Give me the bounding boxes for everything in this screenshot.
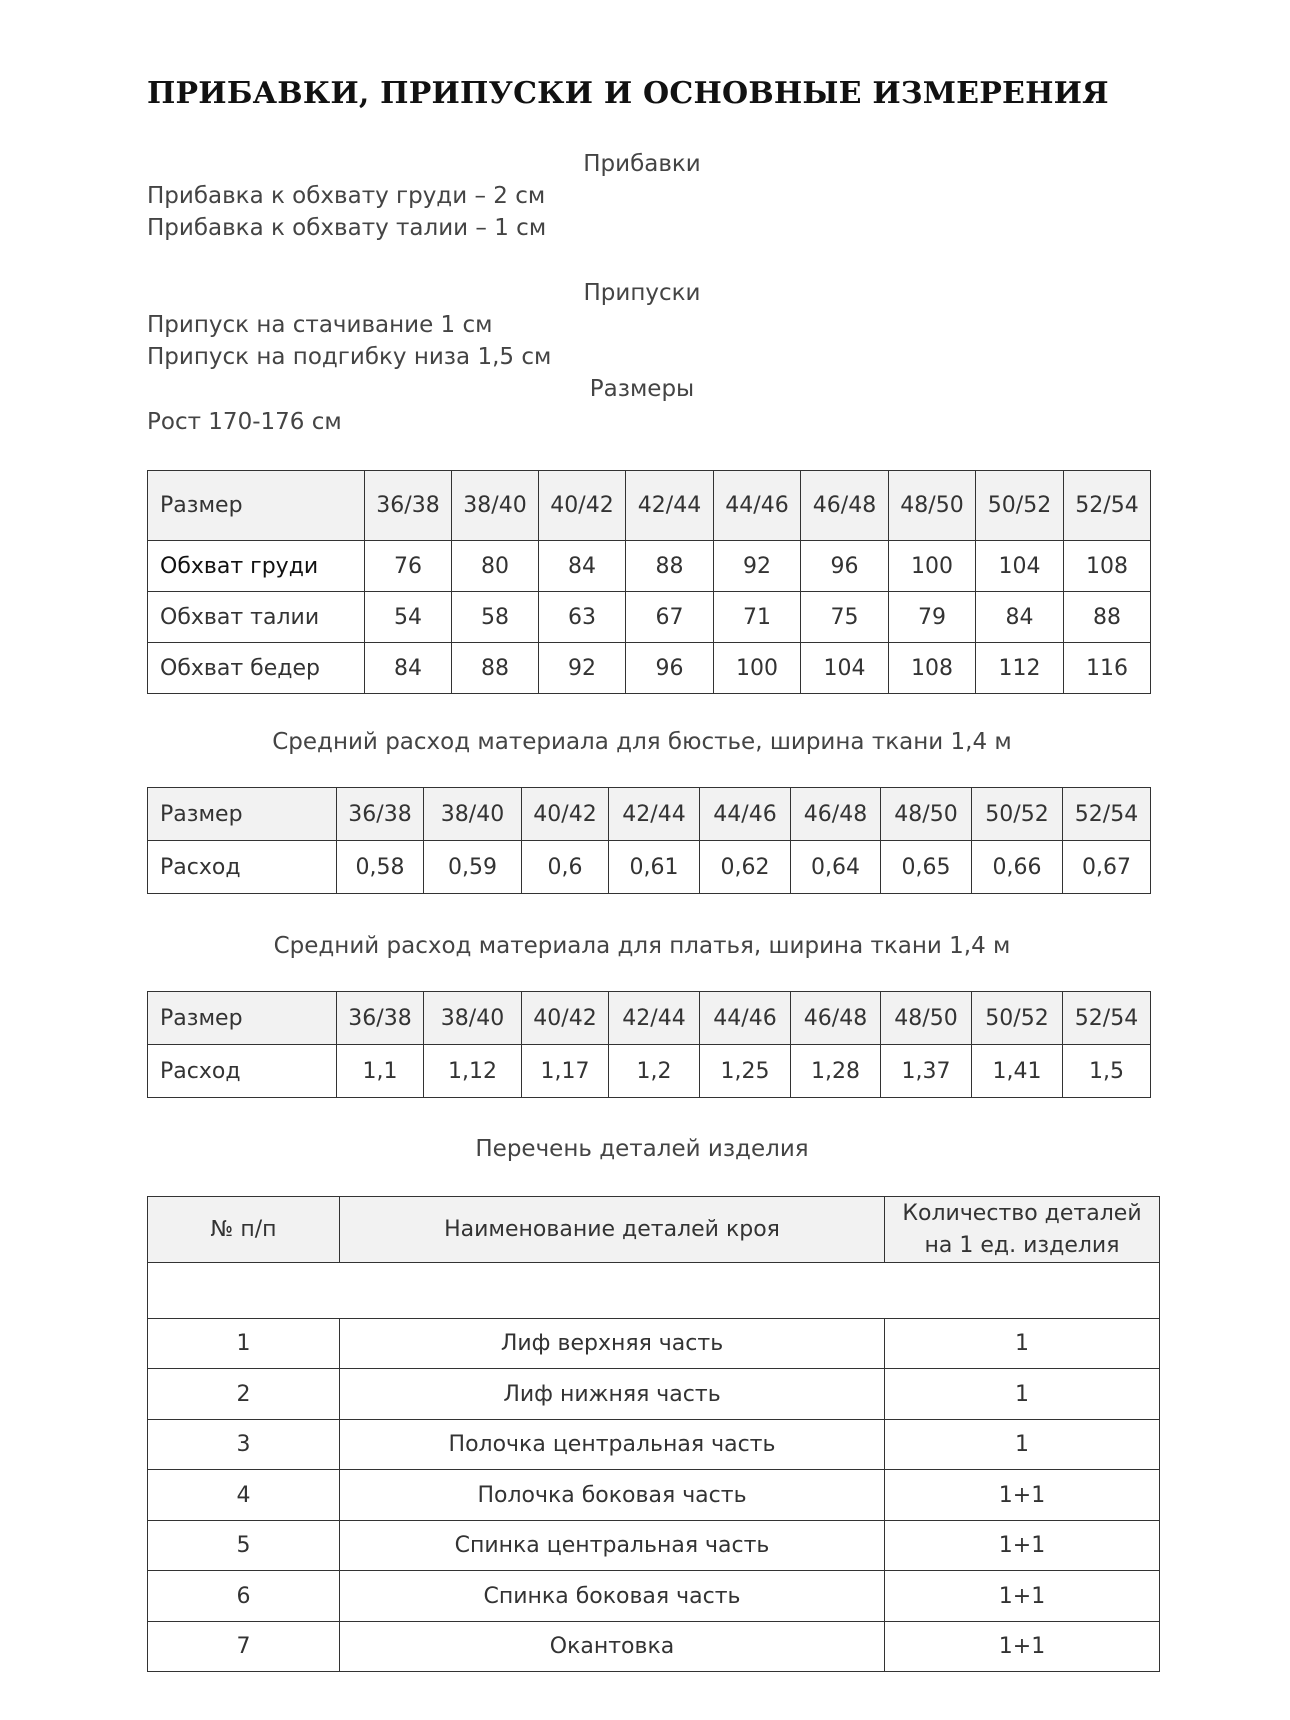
parts-caption: Перечень деталей изделия — [475, 1136, 809, 1162]
part-name: Окантовка — [340, 1622, 885, 1672]
seams-heading: Припуски — [583, 280, 701, 306]
cell: 0,61 — [609, 841, 700, 894]
table-row — [148, 1571, 1160, 1622]
allowance-waist: Прибавка к обхвату талии – 1 см — [147, 215, 547, 241]
cell: 54 — [365, 592, 452, 643]
table-row — [148, 1319, 1160, 1369]
part-name: Полочка боковая часть — [340, 1470, 885, 1521]
size-header: 40/42 — [539, 471, 626, 541]
header-size-label: Размер — [148, 992, 337, 1045]
header-count-line2: на 1 ед. изделия — [924, 1232, 1120, 1258]
size-header: 36/38 — [337, 788, 424, 841]
size-header: 38/40 — [452, 471, 539, 541]
part-num: 2 — [148, 1369, 340, 1420]
cell: 1,17 — [522, 1045, 609, 1098]
row-label: Обхват талии — [148, 592, 365, 643]
table-row — [148, 1521, 1160, 1571]
parts-table — [147, 1196, 1160, 1672]
cell: 100 — [889, 541, 976, 592]
empty-cell — [148, 1263, 1160, 1319]
cell: 1,41 — [972, 1045, 1063, 1098]
part-num: 1 — [148, 1319, 340, 1369]
header-size-label: Размер — [148, 471, 365, 541]
header-count-line1: Количество деталей — [902, 1200, 1142, 1226]
cell: 0,65 — [881, 841, 972, 894]
header-name: Наименование деталей кроя — [340, 1197, 885, 1263]
size-header: 38/40 — [424, 992, 522, 1045]
cell: 104 — [976, 541, 1064, 592]
cell: 75 — [801, 592, 889, 643]
cell: 63 — [539, 592, 626, 643]
cell: 116 — [1064, 643, 1151, 694]
header-count — [885, 1197, 1160, 1263]
size-header: 48/50 — [889, 471, 976, 541]
cell: 1,12 — [424, 1045, 522, 1098]
size-header: 52/54 — [1064, 471, 1151, 541]
cell: 1,25 — [700, 1045, 791, 1098]
cell: 79 — [889, 592, 976, 643]
size-header: 40/42 — [522, 788, 609, 841]
table-row — [148, 643, 1151, 694]
size-header: 36/38 — [365, 471, 452, 541]
row-label: Обхват бедер — [148, 643, 365, 694]
cell: 108 — [889, 643, 976, 694]
table-row — [148, 1045, 1151, 1098]
size-header: 46/48 — [791, 992, 881, 1045]
measurements-table — [147, 470, 1151, 694]
size-header: 50/52 — [976, 471, 1064, 541]
bustier-consumption-table — [147, 787, 1151, 894]
size-header: 40/42 — [522, 992, 609, 1045]
table-row — [148, 541, 1151, 592]
part-name: Полочка центральная часть — [340, 1420, 885, 1470]
table-header-row — [148, 992, 1151, 1045]
part-name: Спинка центральная часть — [340, 1521, 885, 1571]
size-header: 44/46 — [700, 992, 791, 1045]
size-header: 48/50 — [881, 788, 972, 841]
size-header: 44/46 — [714, 471, 801, 541]
cell: 0,59 — [424, 841, 522, 894]
size-header: 42/44 — [609, 788, 700, 841]
part-count: 1+1 — [885, 1470, 1160, 1521]
size-header: 50/52 — [972, 992, 1063, 1045]
size-header: 46/48 — [791, 788, 881, 841]
empty-row — [148, 1263, 1160, 1319]
part-num: 6 — [148, 1571, 340, 1622]
dress-consumption-table — [147, 991, 1151, 1098]
cell: 104 — [801, 643, 889, 694]
part-num: 3 — [148, 1420, 340, 1470]
cell: 1,5 — [1063, 1045, 1151, 1098]
cell: 92 — [539, 643, 626, 694]
part-name: Лиф нижняя часть — [340, 1369, 885, 1420]
size-header: 46/48 — [801, 471, 889, 541]
table-row — [148, 841, 1151, 894]
page-title: ПРИБАВКИ, ПРИПУСКИ И ОСНОВНЫЕ ИЗМЕРЕНИЯ — [147, 76, 1109, 111]
cell: 96 — [801, 541, 889, 592]
part-name: Лиф верхняя часть — [340, 1319, 885, 1369]
size-header: 52/54 — [1063, 992, 1151, 1045]
allowance-chest: Прибавка к обхвату груди – 2 см — [147, 183, 546, 209]
cell: 58 — [452, 592, 539, 643]
header-size-label: Размер — [148, 788, 337, 841]
table-row — [148, 1470, 1160, 1521]
cell: 0,62 — [700, 841, 791, 894]
part-name: Спинка боковая часть — [340, 1571, 885, 1622]
part-num: 5 — [148, 1521, 340, 1571]
part-count: 1 — [885, 1420, 1160, 1470]
table-header-row — [148, 788, 1151, 841]
table-row — [148, 592, 1151, 643]
cell: 67 — [626, 592, 714, 643]
header-num: № п/п — [148, 1197, 340, 1263]
height-text: Рост 170-176 см — [147, 409, 342, 435]
bustier-caption: Средний расход материала для бюстье, ширина ткани 1,4 м — [272, 729, 1012, 755]
seam-hem: Припуск на подгибку низа 1,5 см — [147, 344, 552, 370]
part-count: 1 — [885, 1319, 1160, 1369]
table-row — [148, 1369, 1160, 1420]
dress-caption: Средний расход материала для платья, ширина ткани 1,4 м — [273, 933, 1011, 959]
part-count: 1+1 — [885, 1521, 1160, 1571]
cell: 92 — [714, 541, 801, 592]
cell: 0,66 — [972, 841, 1063, 894]
cell: 88 — [626, 541, 714, 592]
cell: 1,28 — [791, 1045, 881, 1098]
cell: 76 — [365, 541, 452, 592]
size-header: 48/50 — [881, 992, 972, 1045]
cell: 96 — [626, 643, 714, 694]
sizes-heading: Размеры — [589, 376, 695, 402]
cell: 0,67 — [1063, 841, 1151, 894]
table-header-row — [148, 1197, 1160, 1263]
row-label: Расход — [148, 1045, 337, 1098]
cell: 0,58 — [337, 841, 424, 894]
cell: 100 — [714, 643, 801, 694]
cell: 84 — [976, 592, 1064, 643]
cell: 0,6 — [522, 841, 609, 894]
allowances-heading: Прибавки — [583, 151, 701, 177]
row-label: Обхват груди — [148, 541, 365, 592]
size-header: 38/40 — [424, 788, 522, 841]
seam-stitching: Припуск на стачивание 1 см — [147, 312, 493, 338]
cell: 1,2 — [609, 1045, 700, 1098]
cell: 80 — [452, 541, 539, 592]
cell: 71 — [714, 592, 801, 643]
cell: 112 — [976, 643, 1064, 694]
part-count: 1+1 — [885, 1571, 1160, 1622]
part-num: 4 — [148, 1470, 340, 1521]
size-header: 42/44 — [609, 992, 700, 1045]
part-num: 7 — [148, 1622, 340, 1672]
table-row — [148, 1622, 1160, 1672]
table-header-row — [148, 471, 1151, 541]
cell: 84 — [365, 643, 452, 694]
part-count: 1 — [885, 1369, 1160, 1420]
table-row — [148, 1420, 1160, 1470]
cell: 0,64 — [791, 841, 881, 894]
cell: 88 — [452, 643, 539, 694]
size-header: 44/46 — [700, 788, 791, 841]
size-header: 36/38 — [337, 992, 424, 1045]
cell: 84 — [539, 541, 626, 592]
cell: 108 — [1064, 541, 1151, 592]
cell: 88 — [1064, 592, 1151, 643]
size-header: 50/52 — [972, 788, 1063, 841]
size-header: 42/44 — [626, 471, 714, 541]
cell: 1,1 — [337, 1045, 424, 1098]
cell: 1,37 — [881, 1045, 972, 1098]
row-label: Расход — [148, 841, 337, 894]
part-count: 1+1 — [885, 1622, 1160, 1672]
size-header: 52/54 — [1063, 788, 1151, 841]
